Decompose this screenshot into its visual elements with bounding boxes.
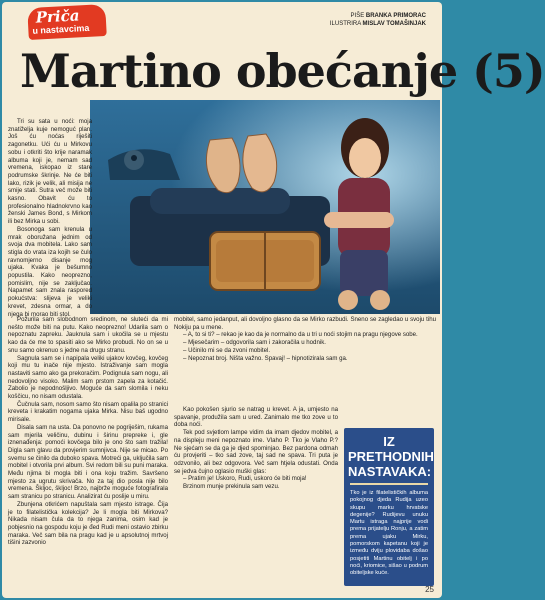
paragraph: Brzinom munje prekinula sam vezu. — [183, 483, 280, 491]
dialogue-line: – Mjesečarim – odgovorila sam i zakoračila u hodnik. — [183, 339, 326, 347]
story-illustration — [90, 100, 440, 314]
byline-author: PIŠE BRANKA PRIMORAC — [350, 13, 426, 19]
previous-episodes-heading: IZ PRETHODNIH NASTAVAKA: — [348, 434, 434, 479]
paragraph: Bosonoga sam krenula u mrak oboružana jednim od svoja dva mobitela. Lako sam stigla do vrata iza kojih se čulo ravnomjerno disanje mog ujaka. Kvaka je bešumno popustila. Kako neopreznо, pomislim, nije se zaključao. Napamet sam znala raspored pokućstva: slijeva je veliki krevet, zdesna ormar, a do njega bi morao biti stol. — [8, 225, 92, 318]
previous-episodes-text: Tko je iz filatelističkih albuma pokojnog djeda Rudija uzeo skupu marku hrvatske degenije? Rudijevu unuku Martu istraga najprije vodi prema prijatelju Ronju, a zatim prema ujaku Mirku, pomorskom kapetanu koji je između dviju plovidaba došao posjetiti Martinu obitelj i po noći, kriomice, sišao u podrum obiteljske kuće. — [350, 490, 428, 577]
paragraph: Tek pod svjetlom lampe vidim da imam djedov mobitel, a na displeju meni nepoznato ime. Vlaho P. Tko je Vlaho P.? Ne sjećam se da ga je djed spominjao. Bez pardona odmah ću provjeriti – tko sad zove, taj sad ne spava. Tri puta je odzvonilo, ali bez odgovora. Več sam htjela odustati. Onda se jedva čujno oglasio muški glas: — [174, 429, 338, 475]
paragraph: – Pratim je! Uskoro, Rudi, uskoro će biti moja! — [183, 475, 307, 483]
paragraph: Kao pokošen sjurio se natrag u krevet. A ja, umjesto na spavanje, produžila sam u ured. Zanimalo me tko zove u to doba noći. — [174, 406, 338, 429]
column-left — [8, 316, 168, 547]
paragraph: Disala sam na usta. Da ponovno ne pogriješim, rukama sam mjerila veličinu, dubinu i širinu prepreke i, gle iznenađenja: pomoći kovčega bilo je ono što sam tražila! Digla sam glavu da provjerim sumnjivca. Nije se micao. Po svemu se činilo da duboko spava. Motreći ga, uključila sam mobitel i otvorila prvi album. Svi redom bili su puni maraka. Među njima bi mogla biti i ona koju tražim. Savršeno mjesto za ugrutu skrivača. No za taj dio posla nije bilo vremena. Škljoc, škljoc! Brzo, najbrže moguće fotografirala sam stranicu po stranicu. Analizirat ću poslije u miru. — [8, 423, 168, 501]
column-right-top — [174, 316, 436, 362]
paragraph: Čučnula sam, nosom samo što nisam opalila po stranici kreveta i krakatim nogama ujaka Mirka. Nisu baš ugodno mirisale. — [8, 400, 168, 424]
dialogue-line: – Nepoznat broj. Ništa važno. Spavaj! – hipnotizirala sam ga. — [183, 354, 348, 362]
page — [2, 2, 545, 598]
paragraph: Tri su sata u noći: moja znatiželja kuje nemoguć plan. Još ću noćas riješiti zagonetku. Ući ću u Mirkovu sobu i otkriti što krije naramak albuma koji je, nemam sad vremena, iskopao iz stare podrumske škrinje. Ne će biti lako, rizik je velik, ali misija ne smije stati. Sutra več može biti kasno. Obavit ću to profesionalno hladnokrvno kao ženski James Bond, s Mirkom ili bez Mirka u sobi. — [8, 118, 92, 226]
previous-episodes-box — [344, 428, 434, 586]
byline-illustrator: ILUSTRIRA MISLAV TOMAŠINJAK — [329, 21, 426, 27]
dialogue-line: – Učinilo mi se da zvoni mobitel. — [183, 346, 271, 354]
series-subtitle: u nastavcima — [32, 22, 90, 36]
paragraph: mobitel, samo jedanput, ali dovoljno glasno da se Mirko razbudi. Sneno se zagledao u svoju tihu Nokiju pa u mene. — [174, 316, 436, 331]
column-top-left — [8, 118, 92, 318]
series-tag — [27, 4, 107, 40]
page-title: Martino obećanje (5) — [20, 44, 545, 98]
paragraph: Požurila sam slobodnom sredinom, ne sluteći da mi nešto može biti na putu. Kako neoprezno! Udarila sam o nepoznatu zapreku. Jauknula sam i ukočila se u mjestu kao da će me to spasiti ako se Mirko probudi. No on se u snu samo okrenuo s jedne na drugu stranu. — [8, 316, 168, 354]
byline — [330, 12, 426, 28]
paragraph: Zbunjena otkrićem napuštala sam mjesto istrage. Čija je to filatelistička kolekcija? Je li mogla biti Mirkova? Nikada nisam čula da to njega zanima, osim kad je pobjesnio na gospodu koju je đed Rudi meni ostavio zbirku maraka. Več sam bila na pragu kad je u apsolutnoj mrtvoj tišini zazvonio — [8, 500, 168, 547]
page-number: 25 — [425, 585, 434, 594]
series-label: Priča — [35, 6, 80, 27]
paragraph: Sagnula sam se i napipala veliki ujakov kovčeg, kovčeg koji mu tu inače nije mjesto. Istraživanje sam mogla nastaviti samo ako ga prekoračim. Podignula sam nogu, ali nedovoljno visoko. Malim sam prstom zapela za kotačić. Zabolio je nepodnošljivo. Mogućе da sam slomila i neku koščicu, no nisam odustala. — [8, 354, 168, 401]
dialogue-line: – A, to si ti? – rekao je kao da je normalno da u tri u noći stojim na pragu njegove sobe. — [183, 331, 418, 339]
column-right-bottom — [174, 406, 338, 491]
girl-face — [349, 138, 381, 178]
